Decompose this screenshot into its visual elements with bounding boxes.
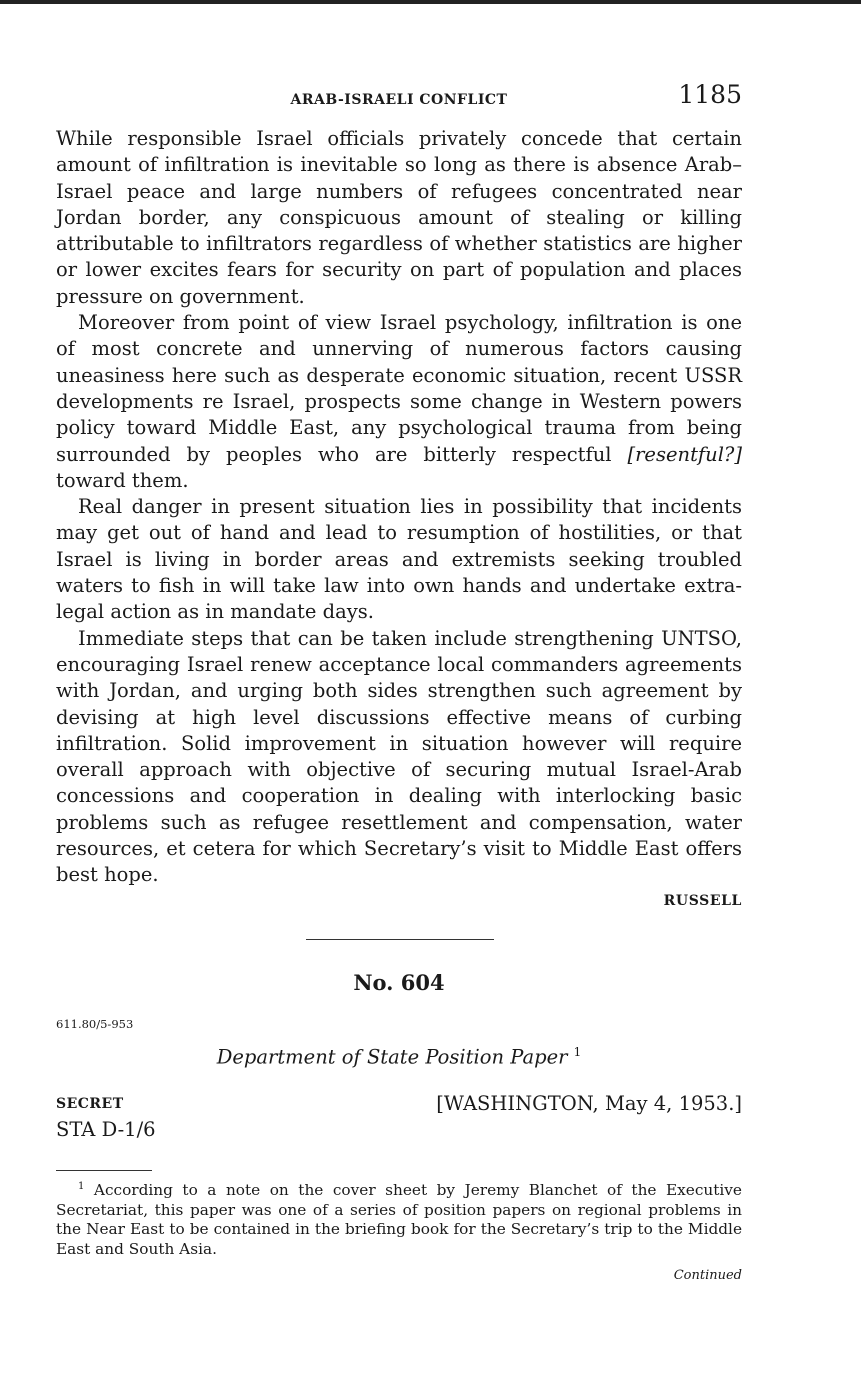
paragraph-real-danger: Real danger in present situation lies in possibility that incidents may get out of hand and lead to resumption of hostilities, or that Israel is living in border areas and extremists seeking troubled waters to fish in will take law into own hands and undertake extra-legal action as in mandate days. — [56, 495, 742, 624]
footnote-reference: 1 — [573, 1044, 582, 1059]
document-header — [56, 1092, 742, 1150]
document-title-text: Department of State Position Paper — [216, 1045, 568, 1069]
document-number: No. 604 — [353, 969, 445, 995]
page-number: 1185 — [678, 80, 742, 109]
paragraph-immediate-steps: Immediate steps that can be taken include strengthening UNTSO, encouraging Israel renew acceptance local commanders agreements with Jordan, and urging both sides strengthen such agreement by devising at high level discussions effective means of curbing infiltration. Solid improvement in situation however will require overall approach with objective of securing mutual Israel-Arab concessions and cooperation in dealing with interlocking basic problems such as refugee resettlement and compensation, water resources, et cetera for which Secretary’s visit to Middle East offers best hope. — [56, 626, 742, 887]
footnote-divider — [56, 1170, 152, 1171]
continued-label: Continued — [673, 1267, 742, 1283]
footnote-text: According to a note on the cover sheet by Jeremy Blanchet of the Executive Secretariat, this paper was one of a series of position papers on regional problems in the Near East to be contained in the briefing book for the Secretary’s trip to the Middle East and South Asia. — [56, 1181, 742, 1258]
dateline: [WASHINGTON, May 4, 1953.] — [436, 1092, 742, 1116]
page-top-border — [0, 0, 861, 4]
document-page — [56, 80, 742, 1283]
paragraph-israel-psychology — [56, 310, 742, 494]
footnote — [56, 1177, 742, 1259]
paragraph-psychology-text: Moreover from point of view Israel psychology, infiltration is one of most concrete and unnerving of numerous factors causing uneasiness here such as desperate economic situation, recent USSR developments re Israel, prospects some change in Western powers policy toward Middle East, any psychological trauma from being surrounded by peoples who are bitterly respectful — [56, 311, 742, 466]
classification-label: SECRET — [56, 1096, 124, 1113]
running-head-title: ARAB-ISRAELI CONFLICT — [290, 92, 508, 108]
document-title — [56, 1045, 742, 1069]
paragraph-psychology-ending: toward them. — [56, 468, 189, 492]
series-code: STA D-1/6 — [56, 1118, 156, 1142]
editorial-insertion: [resentful?] — [627, 442, 742, 466]
running-head — [56, 80, 742, 116]
section-divider — [306, 939, 494, 940]
paragraph-infiltration-concession: While responsible Israel officials privately concede that certain amount of infiltration is inevitable so long as there is absence Arab–Israel peace and large numbers of refugees concentrated near Jordan border, any conspicuous amount of stealing or killing attributable to infiltrators regardless of whether statistics are higher or lower excites fears for security on part of population and places pressure on government. — [56, 127, 742, 308]
signature: RUSSELL — [663, 892, 742, 909]
footnote-marker: 1 — [78, 1181, 85, 1193]
file-number: 611.80/5-953 — [56, 1016, 134, 1031]
